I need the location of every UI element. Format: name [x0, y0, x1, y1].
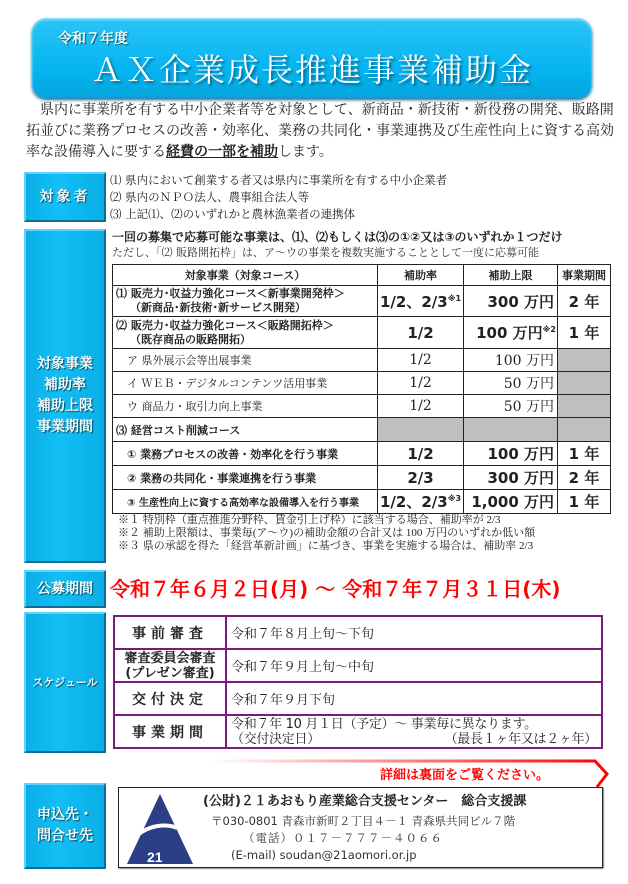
table-header	[113, 265, 611, 286]
label-line: 申込先・	[37, 807, 93, 823]
row-rate: 1/2	[378, 442, 464, 466]
table-row	[113, 372, 611, 395]
row-name: ウ 商品力・取引力向上事業	[113, 395, 378, 418]
row-rate: 1/2、2/3	[379, 292, 448, 311]
see-reverse-link[interactable]: 詳細は裏面をご覧ください。	[380, 768, 550, 783]
address: 〒030-0801 青森市新町２丁目４－１ 青森県共同ビル７階	[211, 814, 516, 828]
row-term: 2 年	[558, 466, 611, 490]
target-item: ⑵ 県内のＮＰＯ法人、農事組合法人等	[110, 190, 310, 204]
row-name: ⑶ 経営コスト削減コース	[113, 418, 378, 442]
empty-cell	[464, 418, 558, 442]
row-name: ⑵ 販売力･収益力強化コース＜販路開拓枠＞	[116, 318, 334, 332]
row-limit: 100 万円	[464, 349, 558, 372]
label-schedule: スケジュール	[24, 612, 106, 753]
empty-cell	[378, 418, 464, 442]
schedule-row	[114, 649, 602, 682]
schedule-row	[114, 616, 602, 649]
header-cell: 事業期間	[558, 265, 611, 286]
fiscal-year: 令和７年度	[58, 31, 128, 47]
schedule-value: 令和７年９月下旬	[226, 682, 602, 715]
footnote: ※２ 補助上限額は、事業毎(ア～ウ)の補助金額の合計又は 100 万円のいずれか低い額	[118, 527, 536, 539]
row-name-sub: （既存商品の販路開拓）	[130, 332, 251, 346]
label-line: 補助率	[44, 377, 86, 393]
intro-text	[26, 100, 622, 163]
application-period: 令和７年６月２日(月) ～ 令和７年７月３１日(木)	[110, 577, 561, 601]
header-cell: 補助率	[378, 265, 464, 286]
schedule-value-sub: （最長１ヶ年又は２ヶ年）	[444, 731, 597, 747]
schedule-value: 令和７年８月上旬～下旬	[226, 616, 602, 649]
intro-emphasis: 経費の一部を補助	[166, 144, 278, 160]
label-targets: 対象者	[24, 172, 106, 222]
footnote: ※３ 県の承認を得た「経営革新計画」に基づき、事業を実施する場合は、補助率 2/3	[118, 540, 534, 552]
row-term: 2 年	[558, 286, 611, 317]
label-contact	[24, 783, 106, 869]
row-rate: 1/2	[378, 372, 464, 395]
row-name: ① 業務プロセスの改善・効率化を行う事業	[113, 442, 378, 466]
schedule-key: 事業期間	[114, 715, 226, 748]
row-name: ⑴ 販売力･収益力強化コース＜新事業開発枠＞	[116, 287, 345, 300]
empty-cell	[558, 372, 611, 395]
schedule-row	[114, 682, 602, 715]
schedule-value: 令和７年 10 月１日（予定）～ 事業毎に異なります。	[231, 716, 537, 732]
application-note: 一回の募集で応募可能な事業は、⑴、⑵もしくは⑶の①②又は③のいずれか１つだけ	[112, 230, 563, 244]
phone: （電話）０１７－７７７－４０６６	[243, 831, 443, 845]
table-row	[113, 442, 611, 466]
email-link[interactable]: (E-mail) soudan@21aomori.or.jp	[231, 848, 417, 862]
row-name: イ ＷＥＢ・デジタルコンテンツ活用事業	[113, 372, 378, 395]
organization-logo	[125, 792, 195, 864]
subsidy-table	[112, 264, 611, 514]
label-line: 対象事業	[37, 356, 93, 372]
row-rate: 1/2	[378, 317, 464, 349]
row-limit: 300 万円	[464, 466, 558, 490]
empty-cell	[558, 349, 611, 372]
label-period: 公募期間	[24, 570, 106, 608]
row-limit: 100 万円	[476, 324, 543, 342]
application-subnote: ただし、「⑵ 販路開拓枠」は、ア～ウの事業を複数実施することとして一度に応募可能	[112, 246, 539, 259]
table-row	[113, 466, 611, 490]
schedule-table	[113, 615, 603, 749]
row-rate: 1/2、2/3	[379, 493, 448, 511]
row-rate: 2/3	[378, 466, 464, 490]
target-item: ⑴ 県内において創業する者又は県内に事業所を有する中小企業者	[110, 173, 448, 187]
header-cell: 対象事業（対象コース）	[113, 265, 378, 286]
schedule-row	[114, 715, 602, 748]
label-business	[24, 229, 106, 563]
targets-list	[110, 172, 447, 223]
table-row	[113, 490, 611, 514]
footnote-ref: ※2	[542, 325, 556, 334]
label-line: 問合せ先	[37, 828, 93, 844]
schedule-key: 事前審査	[114, 616, 226, 649]
schedule-value-sub: （交付決定日）	[231, 731, 320, 747]
row-limit: 50 万円	[464, 395, 558, 418]
row-name-sub: （新商品･新技術･新サービス開発）	[130, 301, 306, 314]
row-rate: 1/2	[378, 395, 464, 418]
schedule-key-sub: (プレゼン審査)	[125, 665, 215, 681]
row-limit: 100 万円	[464, 442, 558, 466]
title-banner	[32, 18, 592, 98]
row-term: 1 年	[558, 490, 611, 514]
row-limit: 300 万円	[464, 286, 558, 317]
empty-cell	[558, 395, 611, 418]
empty-cell	[558, 418, 611, 442]
row-term: 1 年	[558, 442, 611, 466]
row-limit: 1,000 万円	[464, 490, 558, 514]
footnote-ref: ※1	[447, 293, 462, 303]
page-title: ＡＸ企業成長推進事業補助金	[90, 51, 533, 89]
row-term: 1 年	[558, 317, 611, 349]
row-rate: 1/2	[378, 349, 464, 372]
footnotes	[112, 514, 612, 553]
logo-text: 21	[147, 849, 163, 864]
header-cell: 補助上限	[464, 265, 558, 286]
label-line: 事業期間	[37, 419, 93, 435]
intro-text-a: 県内に事業所を有する中小企業者等を対象として、新商品・新技術・新役務の開発、販路開拓並びに業務プロセスの改善・効率化、業務の共同化・事業連携及び生産性向上に資する高効率な設備導入に要する	[26, 102, 614, 160]
row-limit: 50 万円	[464, 372, 558, 395]
row-name: ア 県外展示会等出展事業	[113, 349, 378, 372]
schedule-key: 審査委員会審査	[124, 650, 216, 666]
organization-name: (公財)２１あおもり産業総合支援センター 総合支援課	[203, 794, 527, 809]
table-row	[113, 317, 611, 349]
intro-text-b: します。	[278, 144, 333, 160]
table-row	[113, 395, 611, 418]
contact-box	[118, 787, 603, 868]
row-name: ② 業務の共同化・事業連携を行う事業	[113, 466, 378, 490]
table-row	[113, 286, 611, 317]
table-row	[113, 418, 611, 442]
business-section	[112, 229, 612, 553]
label-line: 補助上限	[37, 398, 93, 414]
target-item: ⑶ 上記⑴、⑵のいずれかと農林漁業者の連携体	[110, 207, 356, 221]
footnote-ref: ※3	[447, 494, 462, 503]
row-name: ③ 生産性向上に資する高効率な設備導入を行う事業	[113, 490, 378, 514]
schedule-key: 交付決定	[114, 682, 226, 715]
schedule-value: 令和７年９月上旬～中旬	[226, 649, 602, 682]
footnote: ※１ 特別枠（重点推進分野枠、賃金引上げ枠）に該当する場合、補助率が 2/3	[118, 514, 501, 526]
table-row	[113, 349, 611, 372]
